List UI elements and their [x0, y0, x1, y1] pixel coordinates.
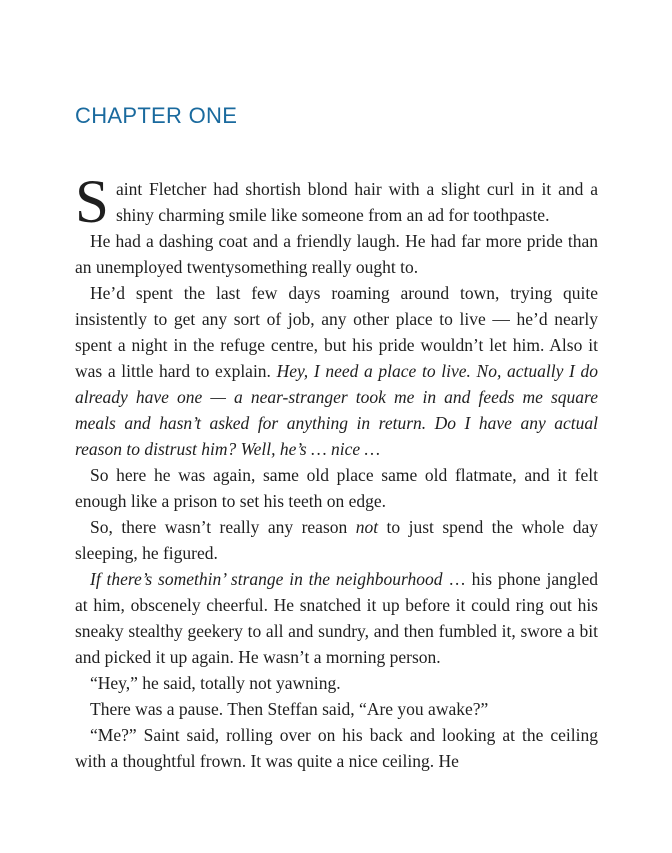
- text-segment: So here he was again, same old place same old flatmate, and it felt enough like a prison to set his teeth on edge.: [75, 465, 598, 511]
- text-segment: He had a dashing coat and a friendly laugh. He had far more pride than an unemployed twentysomething really ought to.: [75, 231, 598, 277]
- text-segment: “Me?” Saint said, rolling over on his back and looking at the ceiling with a thoughtful frown. It was quite a nice ceiling. He: [75, 725, 598, 771]
- text-segment-italic: Hey, I need a place to live. No, actually I do already have one — a near-stranger took me in and feeds me square meals and hasn’t asked for anything in return. Do I have any actual reason to distrust him? Well, he’s … nice …: [75, 361, 598, 459]
- paragraph: [75, 696, 598, 722]
- text-segment: He’d spent the last few days roaming around town, trying quite insistently to get any sort of job, any other place to live — he’d nearly spent a night in the refuge centre, but his pride wouldn’t let him. Also it was a little hard to explain.: [75, 283, 598, 381]
- paragraph: [75, 722, 598, 774]
- drop-cap: S: [75, 169, 109, 236]
- chapter-heading: CHAPTER ONE: [75, 103, 238, 128]
- paragraph: [75, 228, 598, 280]
- text-segment: … his phone jangled at him, obscenely cheerful. He snatched it up before it could ring out his sneaky stealthy geekery to all and sundry, and then fumbled it, swore a bit and picked it up again. He wasn’t a morning person.: [75, 569, 599, 667]
- paragraph: [75, 462, 598, 514]
- paragraph: [75, 514, 598, 566]
- paragraph: [75, 566, 598, 670]
- text-segment: There was a pause. Then Steffan said, “Are you awake?”: [90, 699, 489, 719]
- text-segment: “Hey,” he said, totally not yawning.: [90, 673, 341, 693]
- paragraph: [75, 670, 598, 696]
- paragraph: [75, 280, 598, 462]
- text-segment: aint Fletcher had shortish blond hair with a slight curl in it and a shiny charming smile like someone from an ad for toothpaste.: [115, 179, 598, 225]
- text-segment-italic: If there’s somethin’ strange in the neighbourhood: [90, 569, 443, 589]
- text-segment-italic: not: [355, 517, 379, 537]
- paragraph: [75, 169, 598, 236]
- text-segment: So, there wasn’t really any reason: [90, 517, 356, 537]
- text-segment: to just spend the whole day sleeping, he figured.: [75, 517, 598, 563]
- body-text: [75, 169, 599, 774]
